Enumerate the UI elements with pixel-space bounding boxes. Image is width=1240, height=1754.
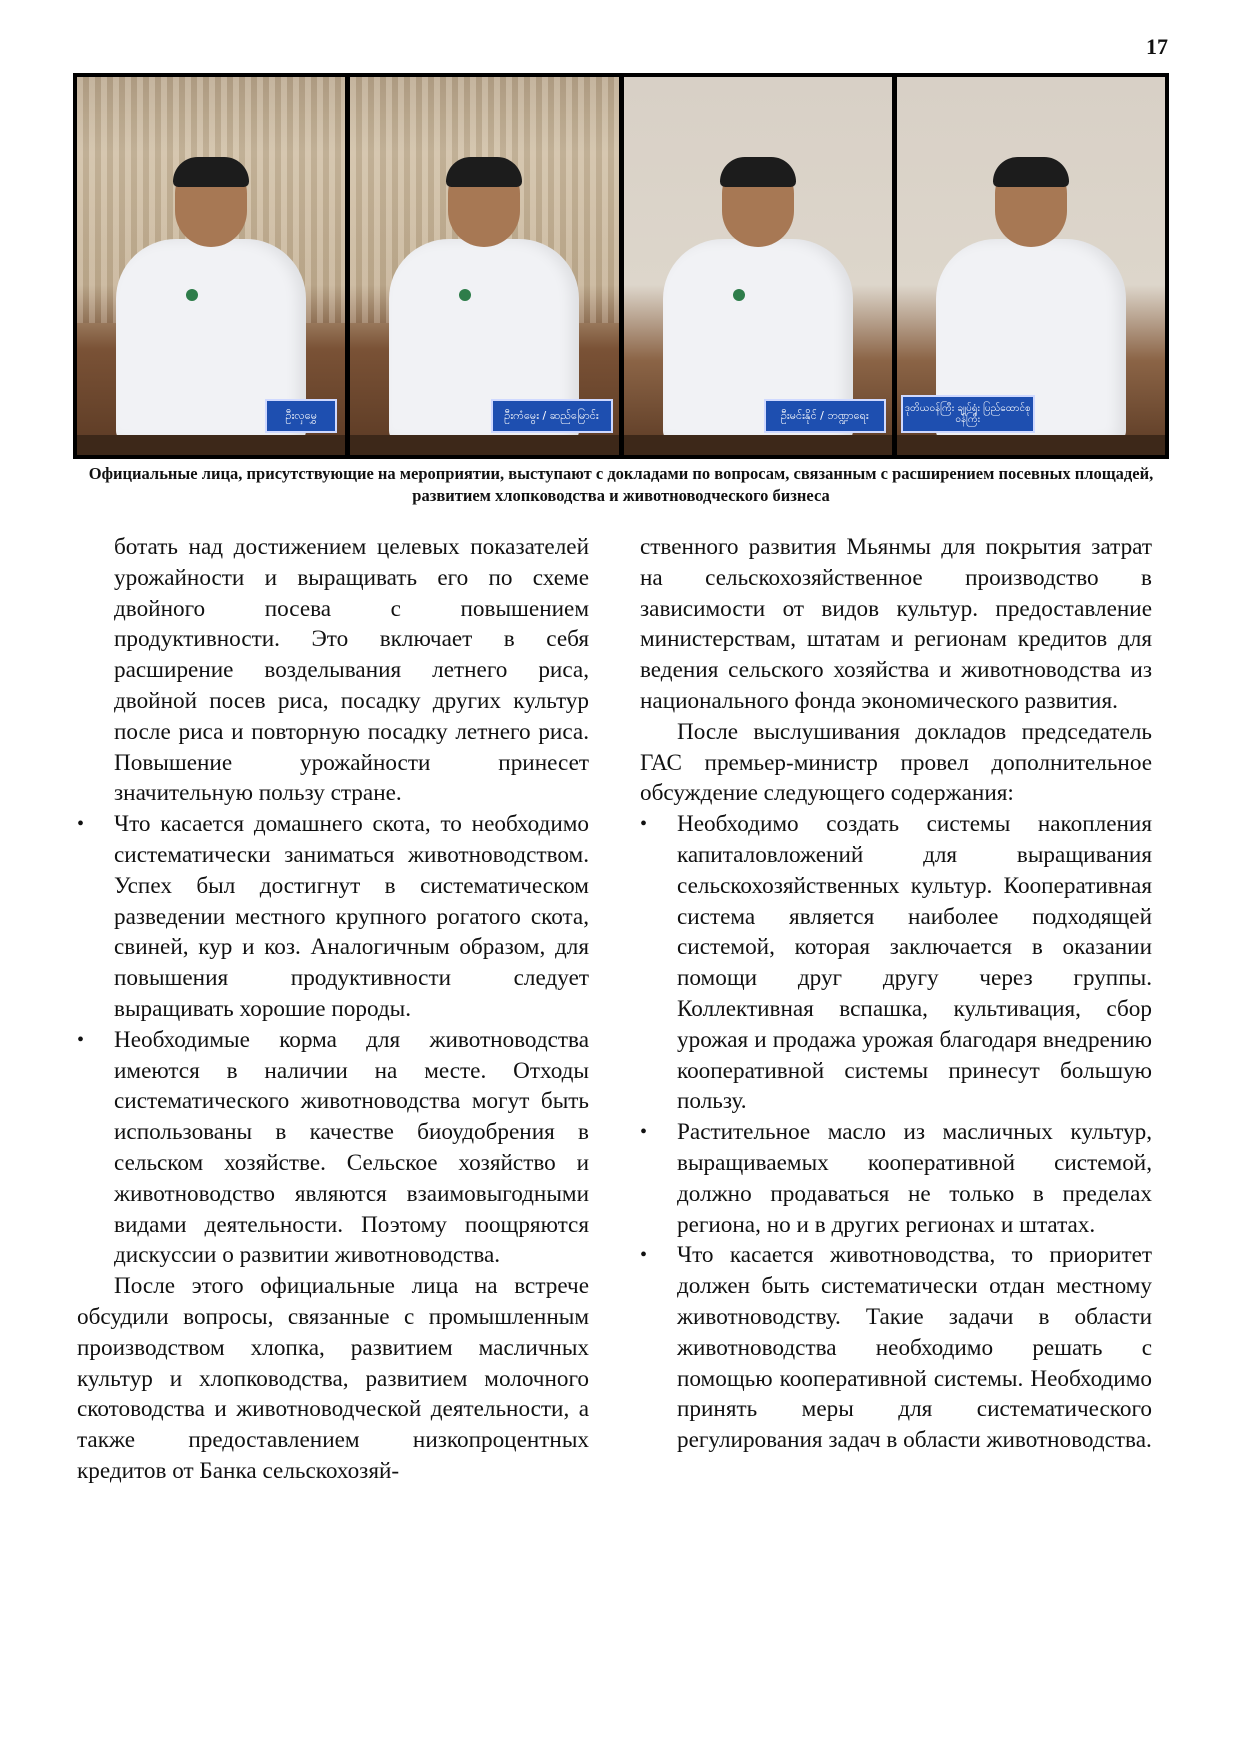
bullet-list xyxy=(640,809,1152,1456)
desk xyxy=(624,435,892,455)
photo-caption: Официальные лица, присутствующие на мероприятии, выступают с докладами по вопросам, связанным с расширением посевных площадей, развитием хлопководства и животноводческого бизнеса xyxy=(88,464,1154,505)
left-column xyxy=(77,532,589,1487)
bullet-item: • Что касается домашнего скота, то необходимо систематически заниматься животноводством. Успех был достигнут в систематическом разведении местного крупного рогатого скота, свиней, кур и коз. Аналогичным образом, для повышения продуктивности следует выращивать хорошие породы. xyxy=(77,809,589,1025)
desk xyxy=(77,435,345,455)
nameplate: ဦးမင်းနိုင် / ဘဏ္ဍာရေး xyxy=(764,399,886,433)
page-number: 17 xyxy=(1146,34,1168,59)
photo-official-2 xyxy=(350,77,618,455)
nameplate: ဦးကံမွေး / ဆည်မြောင်း xyxy=(491,399,613,433)
continued-paragraph: ственного развития Мьянмы для покрытия затрат на сельскохозяйственное производство в зависимости от видов культур. предоставление министерствам, штатам и регионам кредитов для ведения сельского хозяйства и животноводства из национального фонда экономического развития. xyxy=(640,534,1152,714)
nameplate: ဒုတိယဝန်ကြီး ချုပ်ရုံး ပြည်ထောင်စုဝန်ကြီး xyxy=(901,395,1035,433)
desk xyxy=(897,435,1165,455)
body-paragraph: После этого официальные лица на встрече обсудили вопросы, связанные с промышленным производством хлопка, развитием масличных культур и хлопководства, развитием молочного скотоводства и животноводческой деятельности, а также предоставлением низкопроцентных кредитов от Банка сельскохозяй- xyxy=(77,1273,589,1484)
right-column xyxy=(640,532,1152,1456)
bullet-item: • Необходимые корма для животноводства имеются в наличии на месте. Отходы систематического животноводства могут быть использованы в качестве биоудобрения в сельском хозяйстве. Сельское хозяйство и животноводство являются взаимовыгодными видами деятельности. Поэтому поощряются дискуссии о развитии животноводства. xyxy=(77,1025,589,1271)
bullet-list xyxy=(77,809,589,1271)
nameplate: ဦးလှမွှေ xyxy=(265,399,337,433)
photo-official-4 xyxy=(897,77,1165,455)
desk xyxy=(350,435,618,455)
bullet-item: • Что касается животноводства, то приоритет должен быть систематически отдан местному животноводству. Такие задачи в области животноводства необходимо решать с помощью кооперативной системы. Необходимо принять меры для систематического регулирования задач в области животноводства. xyxy=(640,1240,1152,1456)
photo-official-1 xyxy=(77,77,345,455)
bullet-item: • Необходимо создать системы накопления капиталовложений для выращивания сельскохозяйственных культур. Кооперативная система является наиболее подходящей системой, которая заключается в оказании помощи друг другу через группы. Коллективная вспашка, культивация, сбор урожая и продажа урожая благодаря внедрению кооперативной системы принесут большую пользу. xyxy=(640,809,1152,1117)
photo-official-3 xyxy=(624,77,892,455)
continued-paragraph: ботать над достижением целевых показателей урожайности и выращивать его по схеме двойного посева с повышением продуктивности. Это включает в себя расширение возделывания летнего риса, двойной посев риса, посадку других культур после риса и повторную посадку летнего риса. Повышение урожайности принесет значительную пользу стране. xyxy=(114,534,589,807)
body-paragraph: После выслушивания докладов председатель ГАС премьер-министр провел дополнительное обсуждение следующего содержания: xyxy=(640,718,1152,807)
bullet-item: • Растительное масло из масличных культур, выращиваемых кооперативной системой, должно продаваться не только в пределах региона, но и в других регионах и штатах. xyxy=(640,1117,1152,1240)
photo-strip xyxy=(73,73,1169,459)
